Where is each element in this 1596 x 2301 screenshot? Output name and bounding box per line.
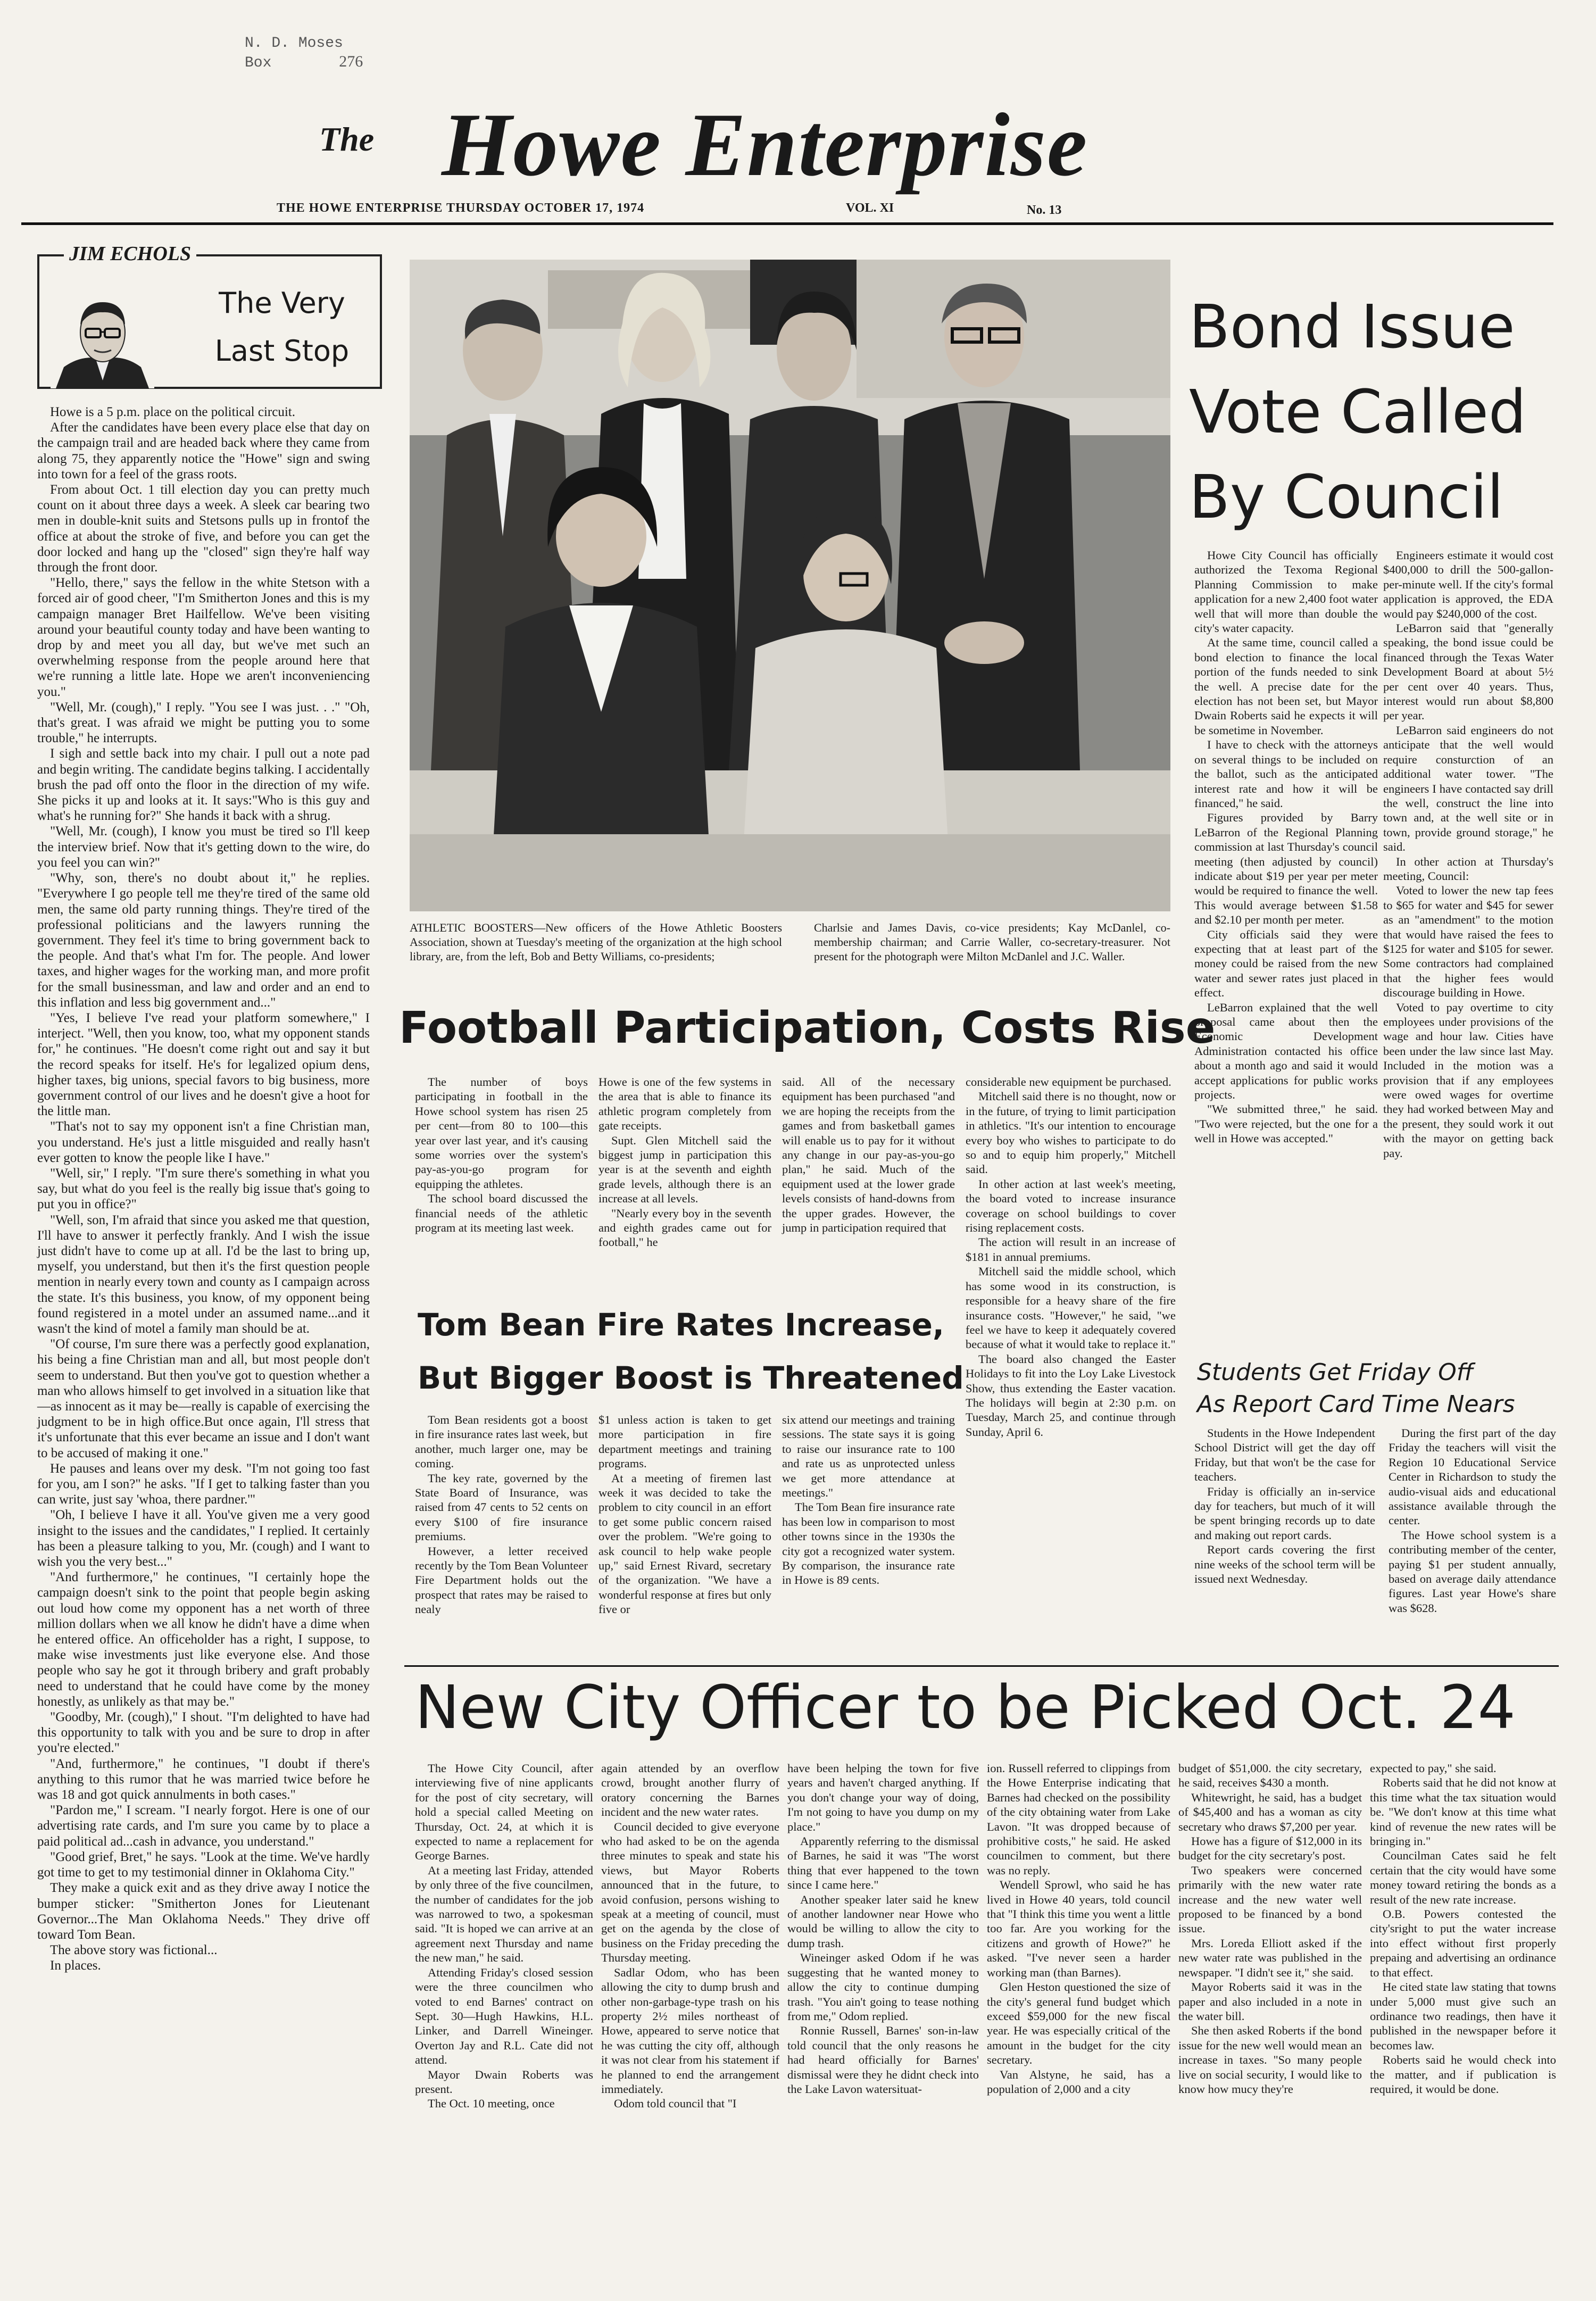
football-paragraph: Supt. Glen Mitchell said the biggest jump in participation this year is at the seventh and eighth grade levels, although there is an increase at all levels. [598, 1133, 771, 1206]
masthead-title: Howe Enterprise [442, 95, 1088, 195]
city-column-3 [787, 1761, 979, 2096]
fire-paragraph: Tom Bean residents got a boost in fire insurance rates last week, but another, much larger one, may be coming. [415, 1413, 588, 1471]
city-column-2 [601, 1761, 779, 2111]
fire-headline-line2: But Bigger Boost is Threatened [418, 1360, 964, 1396]
city-paragraph: expected to pay," she said. [1370, 1762, 1497, 1775]
football-column-3 [782, 1075, 955, 1235]
column-title-line2: Last Stop [214, 334, 350, 368]
students-paragraph: Report cards covering the first nine weeks of the school term will be issued next Wednesday. [1194, 1543, 1375, 1586]
column-paragraph: "Goodby, Mr. (cough)," I shout. "I'm delighted to have had this opportunity to talk with you and be sure to drop in after you're elected." [37, 1710, 370, 1756]
city-paragraph: Two speakers were concerned primarily with the new water rate increase and the new water well proposed to be financed by a bond issue. [1178, 1863, 1362, 1936]
city-paragraph: Odom told council that "I [614, 2097, 737, 2111]
students-paragraph: Friday is officially an in-service day for teachers, but much of it will be spent bringing records up to date and making out report cards. [1194, 1484, 1375, 1542]
volume: VOL. XI [846, 201, 894, 215]
bond-paragraph: Voted to pay overtime to city employees under provisions of the wage and hour law. Cities have been under the law since last May. Included in the motion was a provision that if any employees were owed wages for overtime they had worked between May and the present, they sould work it out with the mayor on getting back pay. [1383, 1000, 1553, 1160]
football-paragraph: In other action at last week's meeting, the board voted to increase insurance coverage on school buildings to cover rising replacement costs. [966, 1177, 1176, 1235]
bond-paragraph: Engineers estimate it would cost $400,000 to drill the 500-gallon-per-minute well. If the city's formal application is approved, the EDA would pay $240,000 of the cost. [1383, 549, 1553, 620]
city-paragraph: Roberts said he would check into the matter, and if publication is required, it would be done. [1370, 2053, 1556, 2096]
column-paragraph: "Hello, there," says the fellow in the white Stetson with a forced air of good cheer, "I'm Smitherton Jones and this is my campaign manager Bret Hailfellow. We've been visiting around your beautiful county today and have been wanting to drop by and meet you all day, but we've met such an overwhelming response from the people around here that we're running a little late. Hope we aren't inconveniencing you." [37, 576, 370, 699]
fire-paragraph: six attend our meetings and training sessions. The state says it is going to raise our insurance rate to 100 and rate us as unprotected unless we get more attendance at meetings." [782, 1413, 955, 1500]
column-paragraph: From about Oct. 1 till election day you can pretty much count on it about three days a week. A sleek car bearing two men in double-knit suits and Stetsons pulls up in frontof the office at about the stroke of five, and before you can get the door locked and hang up the "closed" sign they're half way through the front door. [37, 483, 370, 575]
football-paragraph: The school board discussed the financial needs of the athletic program at its meeting last week. [415, 1192, 588, 1235]
football-column-1 [415, 1075, 588, 1235]
column-paragraph: After the candidates have been every place else that day on the campaign trail and are headed back where they came from along 75, they apparently notice the "Howe" sign and swing into town for a feel of the grass roots. [37, 420, 370, 481]
city-paragraph: Mayor Dwain Roberts was present. [415, 2067, 593, 2096]
bond-paragraph: "We submitted three," he said. "Two were rejected, but the one for a well in Howe was accepted." [1194, 1102, 1378, 1145]
city-column-6 [1370, 1761, 1556, 2096]
bond-headline-line3: By Council [1189, 463, 1504, 532]
bond-paragraph: Voted to lower the new tap fees to $65 for water and $45 for sewer as an "amendment" to the motion that would have raised the fees to $125 for water and $105 for sewer. Some contractors had complained that the higher fees would discourage building in Howe. [1383, 884, 1553, 1000]
fire-paragraph: $1 unless action is taken to get more participation in fire department meetings and training programs. [598, 1413, 771, 1471]
bond-paragraph: City officials said they were expecting that at least part of the money could be raised from the new water and sewer rates just placed in effect. [1194, 927, 1378, 1000]
masthead-the: The [319, 120, 375, 158]
bond-column-1 [1194, 548, 1378, 1146]
column-paragraph: "Of course, I'm sure there was a perfectly good explanation, his being a fine Christian man and all, but most people don't seem to understand. But then you've got to question whether a man who allows himself to get involved in a situation like that—as innocent as it may be—really is capable of exercising the judgment to be in high office.But once again, I'll stress that it's unfortunate that this ever became an issue and I don't want to be accused of making it one." [37, 1337, 370, 1460]
bond-paragraph: LeBarron explained that the well proposal came about then the Economic Development Administration contacted his office about a month ago and said it would accept applications for public works projects. [1194, 1000, 1378, 1102]
fire-headline [418, 1298, 976, 1405]
city-paragraph: Mayor Roberts said it was in the paper and also included in a note in the water bill. [1178, 1980, 1362, 2023]
football-paragraph: Mitchell said there is no thought, now or in the future, of trying to limit participation in athletics. "It's our intention to encourage every boy who wishes to participate to do so and to equip him properly," Mitchell said. [966, 1090, 1176, 1176]
column-paragraph: I sigh and settle back into my chair. I pull out a note pad and begin writing. The candidate begins talking. I accidentally brush the pad off onto the floor in the direction of my wife. She picks it up and looks at it. It says:"Who is this guy and what's he running for?" She hands it back with a shrug. [37, 746, 370, 824]
city-paragraph: budget of $51,000. the city secretary, he said, receives $430 a month. [1178, 1762, 1362, 1790]
city-paragraph: Sadlar Odom, who has been allowing the city to dump brush and other non-garbage-type trash on his property 2½ miles northeast of Howe, appeared to serve notice that he was cutting the city off, although it was not clear from his statement if he planned to end the arrangement immediately. [601, 1965, 779, 2096]
football-column-2 [598, 1075, 771, 1250]
students-column-1 [1194, 1426, 1375, 1586]
archive-stamp [245, 35, 363, 72]
bond-headline-line1: Bond Issue [1189, 293, 1515, 362]
column-title [202, 279, 362, 375]
city-paragraph: have been helping the town for five years and haven't charged anything. If you don't change your way of doing, I'm not going to have you dump on my place." [787, 1762, 979, 1833]
city-paragraph: Glen Heston questioned the size of the city's general fund budget which exceed $59,000 for the new fiscal year. He was especially critical of the amount in the budget for the city secretary. [987, 1980, 1170, 2067]
city-paragraph: again attended by an overflow crowd, brought another flurry of oratory concerning the Barnes incident and the new water rates. [601, 1762, 779, 1819]
students-column-2 [1389, 1426, 1556, 1615]
bond-paragraph: At the same time, council called a bond election to finance the local portion of the funds needed to sink the well. A precise date for the election has not been set, but Mayor Dwain Roberts said he expects it will be sometime in November. [1194, 636, 1378, 737]
column-paragraph: "Why, son, there's no doubt about it," he replies. "Everywhere I go people tell me they're tired of the same old men, the same old party running things. They're tired of the professional politicians and the lawyers running the government. They feel it's time to bring government back to the people. And that's what I'm for. The people. And lower taxes, and higher wages for the working man, and more profit for the small businessman, and law and order and an end to this inflation and less big government and..." [37, 871, 370, 1010]
column-paragraph: Howe is a 5 p.m. place on the political circuit. [50, 405, 295, 419]
bond-paragraph: I have to check with the attorneys on several things to be included on the ballot, such as the anticipated interest rate and how it will be financed," he said. [1194, 738, 1378, 810]
city-paragraph: At a meeting last Friday, attended by only three of the five councilmen, the number of candidates for the job was narrowed to two, a spokesman said. "It is hoped we can arrive at an agreement next Thursday and name the new man," he said. [415, 1863, 593, 1965]
city-paragraph: Wendell Sprowl, who said he has lived in Howe 40 years, told council that "I think this time you went a little too far. Are you working for the citizens and growth of Howe?" he asked. "I've never seen a harder working man (than Barnes). [987, 1878, 1170, 1979]
students-paragraph: The Howe school system is a contributing member of the center, paying $1 per student annually, based on average daily attendance figures. Last year Howe's share was $628. [1389, 1528, 1556, 1615]
city-paragraph: The Howe City Council, after interviewing five of nine applicants for the post of city secretary, will hold a special called Meeting on Thursday, Oct. 24, at which it is expected to name a replacement for George Barnes. [415, 1762, 593, 1863]
city-paragraph: Another speaker later said he knew of another landowner near Howe who would be willing to allow the city to dump trash. [787, 1892, 979, 1950]
photo-caption-right: Charlsie and James Davis, co-vice presidents; Kay McDanlel, co-membership chairman; and Carrie Waller, co-secretary-treasurer. Not present for the photograph were Milton McDanlel and J.C. Waller. [814, 921, 1170, 963]
city-paragraph: He cited state law stating that towns under 5,000 must give such an ordinance two readings, then have it published in the newspaper before it becomes law. [1370, 1980, 1556, 2052]
column-body [37, 404, 370, 1974]
column-paragraph: The above story was fictional... [50, 1943, 218, 1958]
city-column-4 [987, 1761, 1170, 2096]
football-paragraph: "Nearly every boy in the seventh and eighth grades came out for football," he [598, 1206, 771, 1249]
column-paragraph: "Good grief, Bret," he says. "Look at the time. We've hardly got time to get to my testimonial dinner in Oklahoma City." [37, 1849, 370, 1880]
fire-headline-line1: Tom Bean Fire Rates Increase, [418, 1307, 944, 1343]
football-paragraph: Howe is one of the few systems in the area that is able to finance its athletic program completely from gate receipts. [598, 1075, 771, 1133]
football-paragraph: The action will result in an increase of $181 in annual premiums. [966, 1235, 1176, 1264]
football-column-4 [966, 1075, 1176, 1439]
column-paragraph: They make a quick exit and as they drive away I notice the bumper sticker: "Smitherton Jones for Lieutenant Governor...The Man Oklahoma Needs." They drive off toward Tom Bean. [37, 1881, 370, 1942]
stamp-line2: Box [245, 55, 272, 71]
column-author: JIM ECHOLS [64, 242, 196, 265]
students-headline-line1: Students Get Friday Off [1197, 1359, 1474, 1386]
city-paragraph: She then asked Roberts if the bond issue for the new well would mean an increase in taxes. "So many people live on social security, I would like to know how mucy they're [1178, 2024, 1362, 2096]
fire-column-3 [782, 1413, 955, 1588]
football-paragraph: The number of boys participating in football in the Howe school system has risen 25 per cent—from 80 to 100—this year over last year, and it's causing some worries over the system's pay-as-you-go program for equipping the athletes. [415, 1075, 588, 1191]
football-paragraph: The board also changed the Easter Holidays to fit into the Loy Lake Livestock Show, thus extending the Easter vacation. The holidays will begin at 2:30 p.m. on Tuesday, March 25, and continue through Sunday, April 6. [966, 1352, 1176, 1439]
bond-headline [1189, 285, 1561, 540]
column-paragraph: "Yes, I believe I've read your platform somewhere," I interject. "Well, then you know, too, what my opponent stands for," he continues. "He doesn't come right out and say it but the record speaks for itself. He's for legalized opium dens, higher taxes, big unions, special favors to big business, more government control of our lives and he doesn't give a hoot for the little man. [37, 1010, 370, 1119]
column-paragraph: "Oh, I believe I have it all. You've given me a very good insight to the issues and the candidates," I replied. It certainly has been a pleasure talking to you, Mr. (cough) and I want to wish you the very best..." [37, 1508, 370, 1569]
fire-paragraph: The Tom Bean fire insurance rate has been low in comparison to most other towns since in the 1930s the city got a recognized water system. By comparison, the insurance rate in Howe is 89 cents. [782, 1500, 955, 1587]
column-paragraph: "Pardon me," I scream. "I nearly forgot. Here is one of our advertising rate cards, and I'm sure you came by to place a paid political ad...cash in advance, you understand." [37, 1803, 370, 1849]
section-divider [404, 1665, 1559, 1667]
fire-column-1 [415, 1413, 588, 1617]
city-column-5 [1178, 1761, 1362, 2096]
football-headline: Football Participation, Costs Rise [399, 1003, 1216, 1053]
football-paragraph: Mitchell said the middle school, which has some wood in its construction, is responsible for a heavy share of the fire insurance costs. "However," he said, "we feel we have to keep it adequately covered because of what it would take to replace it." [966, 1265, 1176, 1351]
fire-paragraph: However, a letter received recently by the Tom Bean Volunteer Fire Department holds out the prospect that rates may be raised to nealy [415, 1544, 588, 1616]
city-paragraph: Apparently referring to the dismissal of Barnes, he said it was "The worst thing that ever happened to the town since I came here." [787, 1834, 979, 1892]
city-paragraph: O.B. Powers contested the city'sright to put the water increase into effect without first properly prepaing and advertising an ordinance to that effect. [1370, 1907, 1556, 1979]
city-paragraph: Council decided to give everyone who had asked to be on the agenda three minutes to speak and state his views, but Mayor Roberts announced that in the future, to avoid confusion, persons wishing to speak at a meeting of council, must get on the agenda by the close of business on the Friday preceding the Thursday meeting. [601, 1820, 779, 1965]
column-paragraph: He pauses and leans over my desk. "I'm not going too fast for you, am I son?" he asks. "If I get to talking faster than you can write, just say 'whoa, there pardner.'" [37, 1461, 370, 1507]
column-paragraph: "Well, Mr. (cough), I know you must be tired so I'll keep the interview brief. Now that it's getting down to the wire, do you feel you can win?" [37, 824, 370, 870]
column-paragraph: "Well, son, I'm afraid that since you asked me that question, I'll have to answer it perfectly frankly. And I wish the issue just didn't have to come up at all. I'd be the last to bring up, myself, you understand, but then it's the first question people mention in nearly every town and county as I campaign across the state. It's this business, you know, of my opponent being found registered in a motel under an assumed name...and it wasn't the kind of motel a family man should be at. [37, 1212, 370, 1336]
football-paragraph: considerable new equipment be purchased. [966, 1075, 1171, 1089]
bond-column-2 [1383, 548, 1553, 1160]
city-paragraph: The Oct. 10 meeting, once [428, 2097, 555, 2111]
dateline: THE HOWE ENTERPRISE THURSDAY OCTOBER 17, 1974 [277, 201, 645, 215]
photo-caption-left: ATHLETIC BOOSTERS—New officers of the Howe Athletic Boosters Association, shown at Tuesday's meeting of the organization at the high school library, are, from the left, Bob and Betty Williams, co-presidents; [410, 921, 782, 963]
city-paragraph: Mrs. Loreda Elliott asked if the new water rate was published in the newspaper. "I didn't see it," she said. [1178, 1936, 1362, 1979]
issue-number: No. 13 [1027, 203, 1062, 217]
column-paragraph: "Well, Mr. (cough)," I reply. "You see I was just. . ." "Oh, that's great. I was afraid we might be putting you to some trouble," he interrupts. [37, 700, 370, 746]
column-title-line1: The Very [219, 286, 345, 320]
city-column-1 [415, 1761, 593, 2111]
bond-paragraph: Howe City Council has officially authorized the Texoma Regional Planning Commission to make application for a new 2,400 foot water well that will more than double the city's water capacity. [1194, 549, 1378, 635]
city-paragraph: Van Alstyne, he said, has a population of 2,000 and a city [987, 2067, 1170, 2096]
stamp-number: 276 [339, 53, 363, 70]
football-paragraph: said. All of the necessary equipment has been purchased "and we are hoping the receipts from the games and from basketball games will enable us to pay for it without any change in our pay-as-you-go plan," he said. Much of the equipment used at the lower grade levels consists of hand-downs from the upper grades. However, the jump in participation required that [782, 1075, 955, 1235]
city-paragraph: Roberts said that he did not know at this time what the tax situation would be. "We don't know at this time what kind of revenue the new rates will be bringing in." [1370, 1776, 1556, 1848]
students-headline [1197, 1357, 1569, 1421]
city-paragraph: Attending Friday's closed session were the three councilmen who voted to end Barnes' contract on Sept. 30—Hugh Hawkins, H.L. Linker, and Darrell Wineinger. Overton Jay and R.L. Cate did not attend. [415, 1965, 593, 2067]
students-paragraph: During the first part of the day Friday the teachers will visit the Region 10 Educational Service Center in Richardson to study the audio-visual aids and educational assistance available through the center. [1389, 1426, 1556, 1527]
city-paragraph: Whitewright, he said, has a budget of $45,400 and has a woman as city secretary who draws $7,200 per year. [1178, 1790, 1362, 1833]
stamp-line1: N. D. Moses [245, 35, 343, 52]
bond-paragraph: In other action at Thursday's meeting, Council: [1383, 854, 1553, 883]
fire-paragraph: The key rate, governed by the State Board of Insurance, was raised from 47 cents to 52 cents on every $100 of fire insurance premiums. [415, 1471, 588, 1543]
city-paragraph: Wineinger asked Odom if he was suggesting that he wanted money to allow the city to continue dumping trash. "You ain't going to tease nothing from me," Odom replied. [787, 1951, 979, 2023]
city-paragraph: Howe has a figure of $12,000 in its budget for the city secretary's post. [1178, 1834, 1362, 1863]
city-paragraph: ion. Russell referred to clippings from the Howe Enterprise indicating that Barnes had checked on the possibility of the city obtaining water from Lake Lavon. "It was dropped because of prohibitive costs," he said. He asked councilmen to comment, but there was no reply. [987, 1762, 1170, 1877]
bond-paragraph: LeBarron said that "generally speaking, the bond issue could be financed through the Texas Water Development Board at about 5½ per cent over 40 years. Thus, interest would run about $8,800 per year. [1383, 621, 1553, 722]
column-paragraph: In places. [50, 1958, 101, 1973]
fire-paragraph: At a meeting of firemen last week it was decided to take the problem to city council in an effort to get some public concern raised over the problem. "We're going to ask council to help wake people up," said Ernest Rivard, secretary of the organization. "We have a wonderful response at fires but only five or [598, 1471, 771, 1616]
column-paragraph: "Well, sir," I reply. "I'm sure there's something in what you say, but what do you feel is the really big issue that's going to put you in office?" [37, 1166, 370, 1212]
bond-paragraph: Figures provided by Barry LeBarron of the Regional Planning commission at last Thursday's council meeting (then adjusted by council) indicate about $19 per year per meter would be required to finance the well. This would average between $1.58 and $2.10 per month per meter. [1194, 811, 1378, 927]
city-paragraph: Ronnie Russell, Barnes' son-in-law told council that the only reasons he had heard officially for Barnes' dismissal were they he didnt check into the Lake Lavon watersituat- [787, 2024, 979, 2096]
column-paragraph: "That's not to say my opponent isn't a fine Christian man, you understand. He's just a little misguided and really hasn't ever gotten to know the people like I have." [37, 1119, 370, 1165]
bond-paragraph: LeBarron said engineers do not anticipate that the well would require consturction of an additional water tower. "The engineers I have contacted say drill the well, construct the line into town and, at the well site or in town, provide ground storage," he said. [1383, 723, 1553, 854]
students-paragraph: Students in the Howe Independent School District will get the day off Friday, but that won't be the case for teachers. [1194, 1426, 1375, 1484]
athletic-boosters-photo [410, 260, 1170, 911]
bond-headline-line2: Vote Called [1189, 378, 1526, 447]
column-paragraph: "And, furthermore," he continues, "I doubt if there's anything to this rumor that he was married twice before he was 18 and got quick annulments in both cases." [37, 1756, 370, 1802]
students-headline-line2: As Report Card Time Nears [1197, 1391, 1515, 1418]
city-headline: New City Officer to be Picked Oct. 24 [415, 1673, 1516, 1742]
city-paragraph: Councilman Cates said he felt certain that the city would have some money toward retiring the bonds as a result of the new rate increase. [1370, 1849, 1556, 1906]
author-portrait [51, 287, 154, 388]
column-paragraph: "And furthermore," he continues, "I certainly hope the campaign doesn't sink to the point that people begin asking out loud how come my opponent has a net worth of three million dollars when we all know he didn't have a dime when he entered office. An officeholder has a right, I suppose, to make wise investments just like everyone else. And those people who say he got it through bribery and graft probably need to understand that he could have come by the money honestly, as unlikely as that may be." [37, 1570, 370, 1709]
fire-column-2 [598, 1413, 771, 1617]
masthead-rule [21, 222, 1553, 225]
